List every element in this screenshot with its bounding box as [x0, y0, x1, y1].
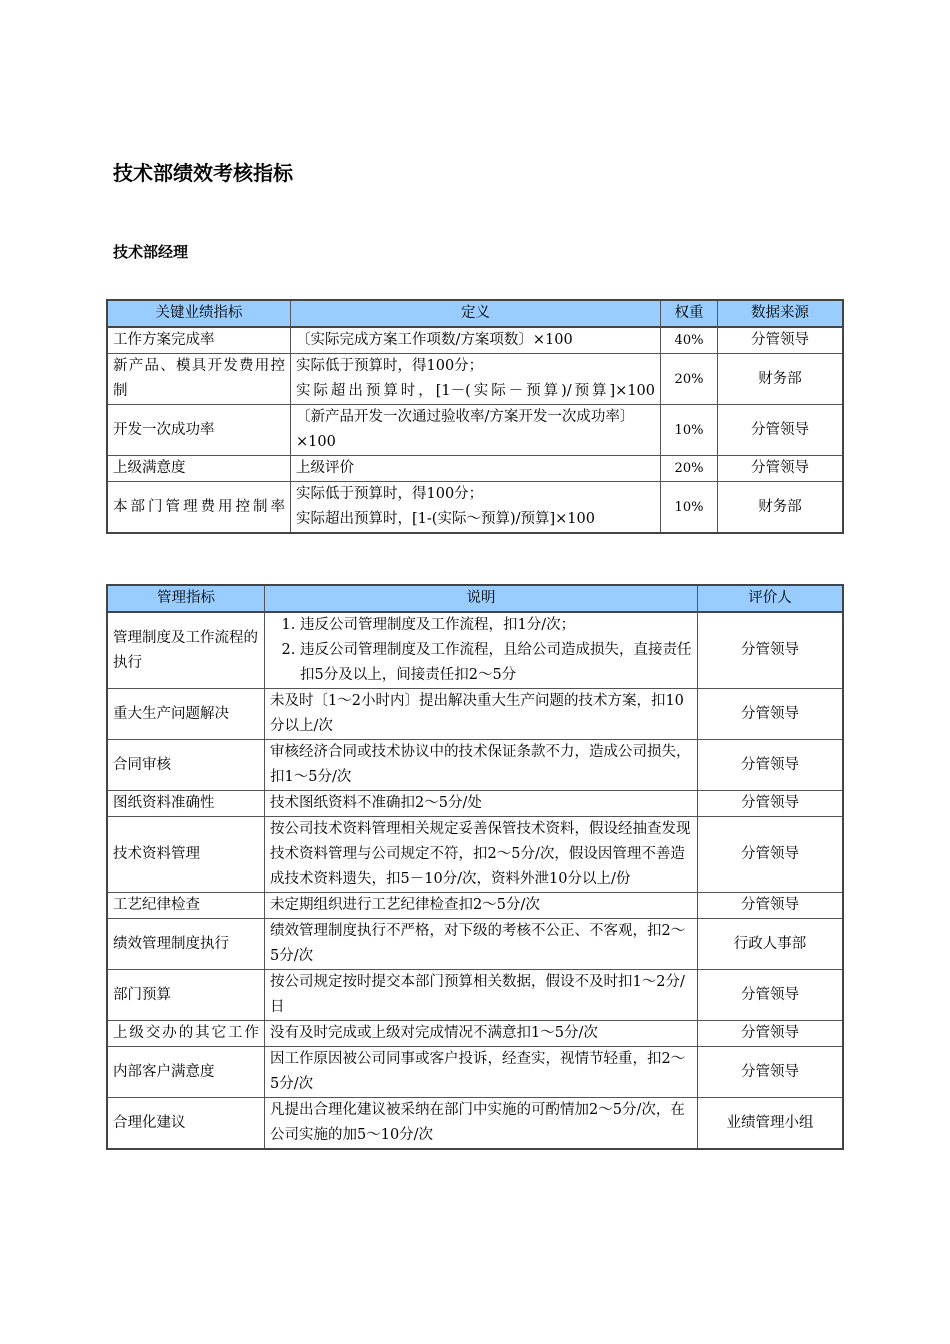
kpi-definition-line: 实际超出预算时，[1-(实际～预算)/预算]×100 [296, 511, 595, 527]
mgmt-description: 未及时〔1～2小时内〕提出解决重大生产问题的技术方案，扣10分以上/次 [265, 689, 698, 740]
mgmt-description: 凡提出合理化建议被采纳在部门中实施的可酌情加2～5分/次，在公司实施的加5～10分/次 [265, 1098, 698, 1148]
mgmt-evaluator: 分管领导 [698, 740, 842, 791]
kpi-indicator: 上级满意度 [108, 456, 291, 482]
table-row [108, 482, 842, 532]
document-title: 技术部绩效考核指标 [113, 161, 293, 185]
table-row [108, 1021, 842, 1047]
kpi-indicator: 本部门管理费用控制率 [108, 482, 291, 532]
kpi-source: 分管领导 [718, 405, 842, 456]
kpi-source: 财务部 [718, 354, 842, 405]
kpi-source: 财务部 [758, 498, 802, 515]
kpi-weight: 20% [661, 354, 718, 405]
mgmt-indicator: 管理制度及工作流程的执行 [108, 613, 265, 689]
mgmt-description: 没有及时完成或上级对完成情况不满意扣1～5分/次 [265, 1021, 698, 1047]
kpi-definition: 〔实际完成方案工作项数/方案项数〕×100 [291, 328, 661, 354]
mgmt-indicator: 内部客户满意度 [108, 1047, 265, 1098]
kpi-definition: 上级评价 [291, 456, 661, 482]
kpi-header-source: 数据来源 [718, 301, 842, 328]
table-row [108, 791, 842, 817]
table-row [108, 354, 842, 405]
kpi-source: 分管领导 [718, 328, 842, 354]
mgmt-indicator: 技术资料管理 [108, 817, 265, 893]
mgmt-evaluator: 分管领导 [698, 689, 842, 740]
mgmt-description: 未定期组织进行工艺纪律检查扣2～5分/次 [265, 893, 698, 919]
mgmt-evaluator: 分管领导 [698, 970, 842, 1021]
kpi-definition [291, 354, 661, 405]
mgmt-evaluator: 分管领导 [698, 791, 842, 817]
table-row [108, 456, 842, 482]
table-row [108, 613, 842, 689]
mgmt-description: 按公司规定按时提交本部门预算相关数据，假设不及时扣1～2分/日 [265, 970, 698, 1021]
mgmt-description [265, 613, 698, 689]
mgmt-evaluator: 分管领导 [698, 817, 842, 893]
kpi-weight: 10% [661, 405, 718, 456]
mgmt-evaluator: 分管领导 [698, 1047, 842, 1098]
table-row [108, 919, 842, 970]
mgmt-header-description: 说明 [265, 586, 698, 613]
list-item: 1. 违反公司管理制度及工作流程，扣1分/次； [300, 613, 692, 638]
mgmt-evaluator: 分管领导 [698, 613, 842, 689]
kpi-header-indicator: 关键业绩指标 [108, 301, 291, 328]
mgmt-description: 审核经济合同或技术协议中的技术保证条款不力，造成公司损失，扣1～5分/次 [265, 740, 698, 791]
mgmt-description: 绩效管理制度执行不严格，对下级的考核不公正、不客观，扣2～5分/次 [265, 919, 698, 970]
mgmt-evaluator: 分管领导 [698, 893, 842, 919]
kpi-definition: 〔新产品开发一次通过验收率/方案开发一次成功率〕×100 [291, 405, 661, 456]
table-row [108, 817, 842, 893]
kpi-indicator: 新产品、模具开发费用控制 [108, 354, 291, 405]
mgmt-header-evaluator: 评价人 [698, 586, 842, 613]
mgmt-indicator: 重大生产问题解决 [108, 689, 265, 740]
management-table [106, 584, 844, 1150]
kpi-source: 分管领导 [718, 456, 842, 482]
table-row [108, 689, 842, 740]
mgmt-indicator: 工艺纪律检查 [108, 893, 265, 919]
table-row [108, 740, 842, 791]
section-title: 技术部经理 [113, 243, 189, 261]
mgmt-indicator: 图纸资料准确性 [108, 791, 265, 817]
kpi-header-weight: 权重 [661, 301, 718, 328]
mgmt-description: 因工作原因被公司同事或客户投诉，经查实，视情节轻重，扣2～5分/次 [265, 1047, 698, 1098]
table-row [108, 405, 842, 456]
mgmt-header-row [108, 586, 842, 613]
table-row [108, 893, 842, 919]
kpi-definition-line: 实际超出预算时，[1－(实际－预算)/预算]×100 [296, 383, 655, 399]
mgmt-indicator: 部门预算 [108, 970, 265, 1021]
kpi-indicator: 开发一次成功率 [108, 405, 291, 456]
kpi-weight: 20% [661, 456, 718, 482]
kpi-table [106, 299, 844, 534]
kpi-definition-line: 实际低于预算时，得100分； [296, 486, 484, 502]
mgmt-description-list [270, 613, 692, 688]
kpi-indicator: 工作方案完成率 [108, 328, 291, 354]
mgmt-indicator: 合同审核 [108, 740, 265, 791]
kpi-definition-line: 实际低于预算时，得100分； [296, 358, 484, 374]
kpi-header-row [108, 301, 842, 328]
mgmt-evaluator: 分管领导 [698, 1021, 842, 1047]
mgmt-description: 技术图纸资料不准确扣2～5分/处 [265, 791, 698, 817]
mgmt-header-indicator: 管理指标 [108, 586, 265, 613]
kpi-definition [291, 482, 661, 532]
table-row [108, 1098, 842, 1148]
mgmt-indicator: 上级交办的其它工作 [108, 1021, 265, 1047]
kpi-header-definition: 定义 [291, 301, 661, 328]
mgmt-indicator: 合理化建议 [108, 1098, 265, 1148]
mgmt-evaluator: 行政人事部 [698, 919, 842, 970]
mgmt-indicator: 绩效管理制度执行 [108, 919, 265, 970]
table-row [108, 1047, 842, 1098]
mgmt-evaluator: 业绩管理小组 [726, 1114, 814, 1131]
mgmt-description: 按公司技术资料管理相关规定妥善保管技术资料，假设经抽查发现技术资料管理与公司规定不符，扣2～5分/次，假设因管理不善造成技术资料遗失，扣5－10分/次，资料外泄10分以上/份 [265, 817, 698, 893]
kpi-weight: 40% [661, 328, 718, 354]
table-row [108, 970, 842, 1021]
list-item: 2. 违反公司管理制度及工作流程，且给公司造成损失，直接责任扣5分及以上，间接责任扣2～5分 [300, 638, 692, 688]
table-row [108, 328, 842, 354]
kpi-weight: 10% [661, 482, 718, 532]
